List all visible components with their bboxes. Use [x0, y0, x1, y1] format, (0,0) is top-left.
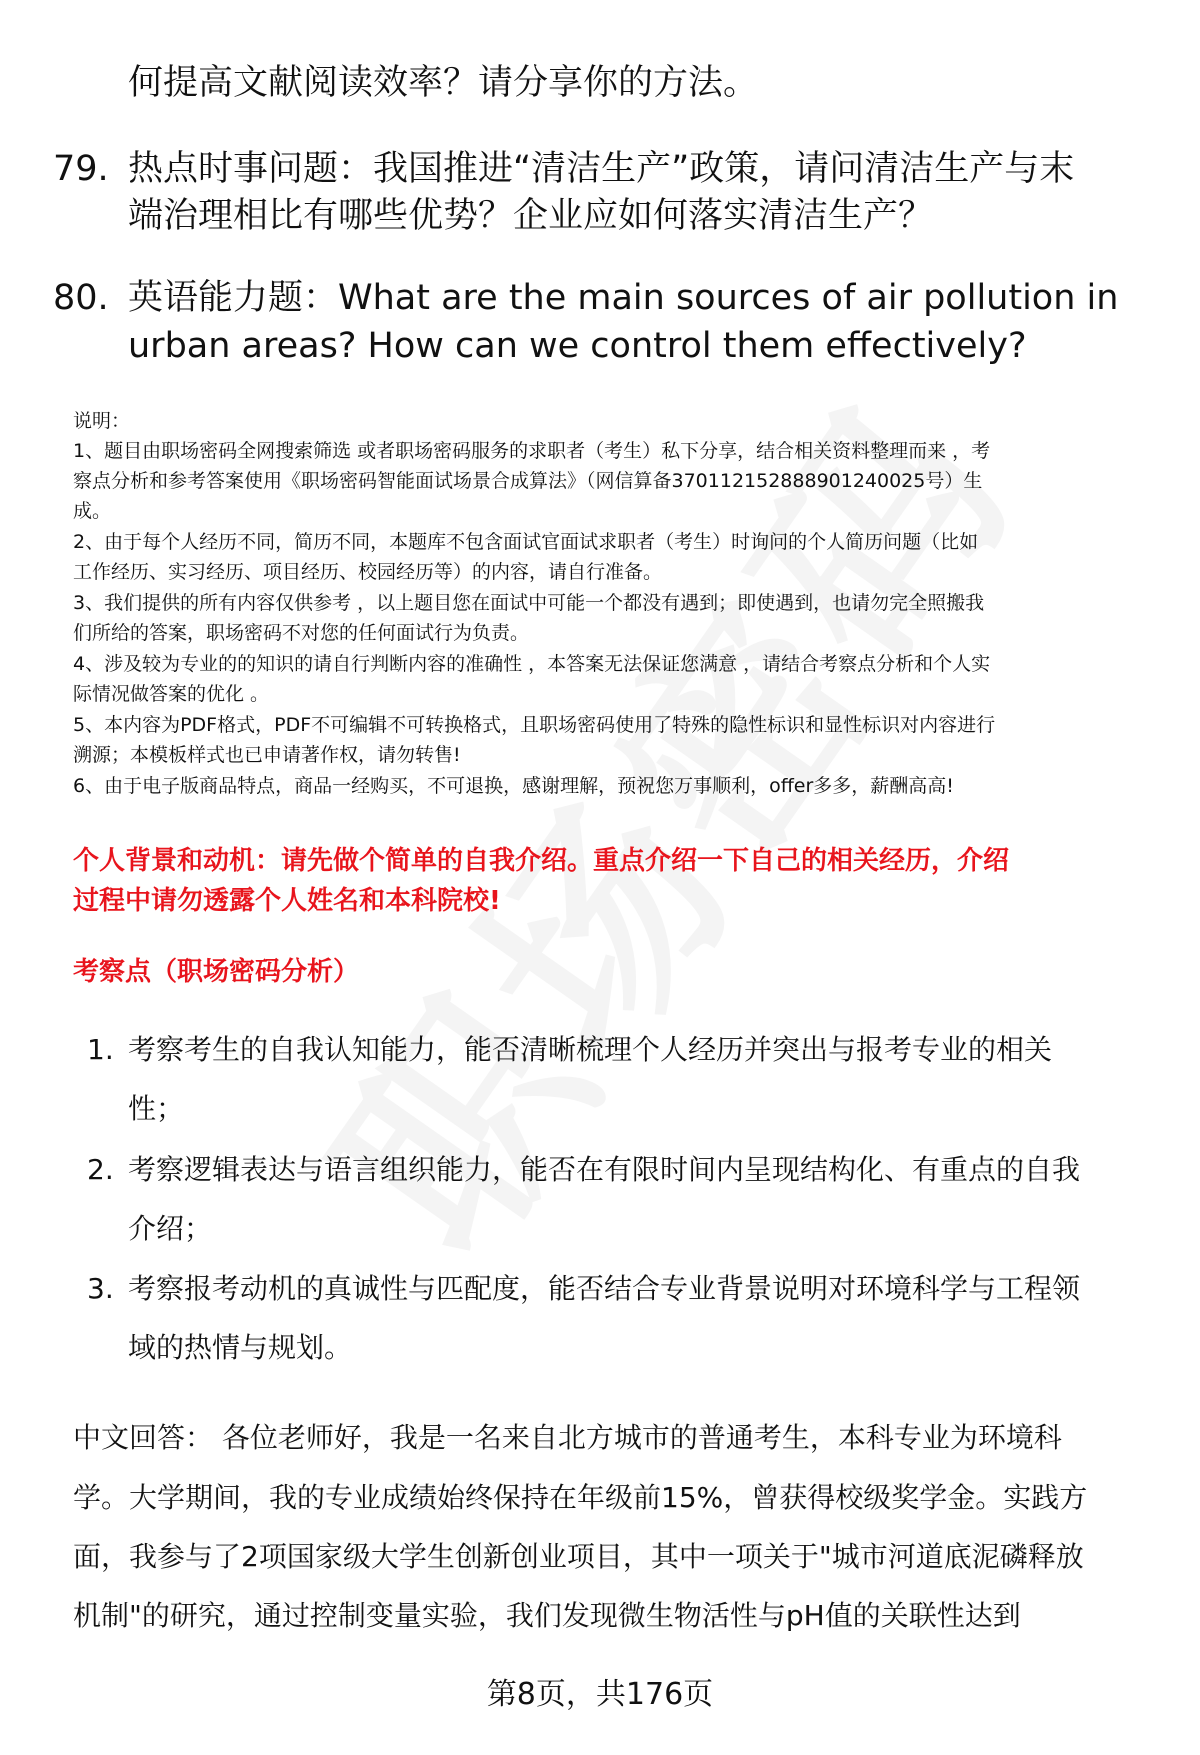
point-text: 考察报考动机的真诚性与匹配度，能否结合专业背景说明对环境科学与工程领 [128, 1272, 1081, 1305]
note-line: 4、涉及较为专业的的知识的请自行判断内容的准确性 ，本答案无法保证您满意 ，请结合考察点分析和个人实 [73, 653, 991, 675]
note-line: 际情况做答案的优化 。 [73, 683, 270, 705]
section-heading: 个人背景和动机：请先做个简单的自我介绍。重点介绍一下自己的相关经历，介绍 [73, 846, 1010, 876]
note-line: 2、由于每个人经历不同，简历不同，本题库不包含面试官面试求职者（考生）时询问的个人简历问题（比如 [73, 531, 979, 553]
point-text: 考察考生的自我认知能力，能否清晰梳理个人经历并突出与报考专业的相关 [128, 1033, 1053, 1066]
note-line: 3、我们提供的所有内容仅供参考 ，以上题目您在面试中可能一个都没有遇到；即使遇到，也请勿完全照搬我 [73, 592, 985, 614]
section-heading: 过程中请勿透露个人姓名和本科院校! [73, 886, 501, 916]
point-number: 1. [87, 1033, 114, 1066]
point-text: 考察逻辑表达与语言组织能力，能否在有限时间内呈现结构化、有重点的自我 [128, 1153, 1081, 1186]
answer-line: 面，我参与了2项国家级大学生创新创业项目，其中一项关于"城市河道底泥磷释放 [73, 1540, 1084, 1573]
previous-question-tail: 何提高文献阅读效率？请分享你的方法。 [128, 63, 759, 103]
note-line: 工作经历、实习经历、项目经历、校园经历等）的内容，请自行准备。 [73, 561, 663, 583]
answer-line: 中文回答： 各位老师好，我是一名来自北方城市的普通考生，本科专业为环境科 [73, 1421, 1062, 1454]
analysis-title: 考察点（职场密码分析） [73, 957, 360, 987]
answer-line: 机制"的研究，通过控制变量实验，我们发现微生物活性与pH值的关联性达到 [73, 1599, 1021, 1632]
note-line: 察点分析和参考答案使用《职场密码智能面试场景合成算法》（网信算备370112152888901240025号）生 [73, 470, 983, 492]
point-text: 介绍； [128, 1212, 213, 1245]
page-number: 第8页，共176页 [486, 1677, 714, 1712]
question-number: 79. [53, 149, 109, 189]
note-line: 成。 [73, 500, 112, 522]
point-text: 性； [128, 1092, 185, 1125]
note-line: 溯源；本模板样式也已申请著作权，请勿转售! [73, 744, 461, 766]
note-line: 们所给的答案，职场密码不对您的任何面试行为负责。 [73, 622, 530, 644]
question-number: 80. [53, 278, 109, 318]
point-number: 2. [87, 1153, 114, 1186]
question-text: 英语能力题：What are the main sources of air pollution in [128, 278, 1119, 318]
notes-title: 说明： [73, 410, 131, 432]
point-text: 域的热情与规划。 [128, 1331, 353, 1364]
answer-line: 学。大学期间，我的专业成绩始终保持在年级前15%，曾获得校级奖学金。实践方 [73, 1481, 1088, 1514]
note-line: 1、题目由职场密码全网搜索筛选 或者职场密码服务的求职者（考生）私下分享，结合相关资料整理而来 ，考 [73, 440, 991, 462]
note-line: 6、由于电子版商品特点，商品一经购买，不可退换，感谢理解，预祝您万事顺利，offer多多，薪酬高高! [73, 775, 954, 797]
note-line: 5、本内容为PDF格式，PDF不可编辑不可转换格式，且职场密码使用了特殊的隐性标识和显性标识对内容进行 [73, 714, 996, 736]
question-text: urban areas? How can we control them effectively? [128, 326, 1027, 366]
question-text: 端治理相比有哪些优势？企业应如何落实清洁生产？ [128, 196, 934, 236]
question-text: 热点时事问题：我国推进“清洁生产”政策，请问清洁生产与末 [128, 149, 1075, 189]
point-number: 3. [87, 1272, 114, 1305]
